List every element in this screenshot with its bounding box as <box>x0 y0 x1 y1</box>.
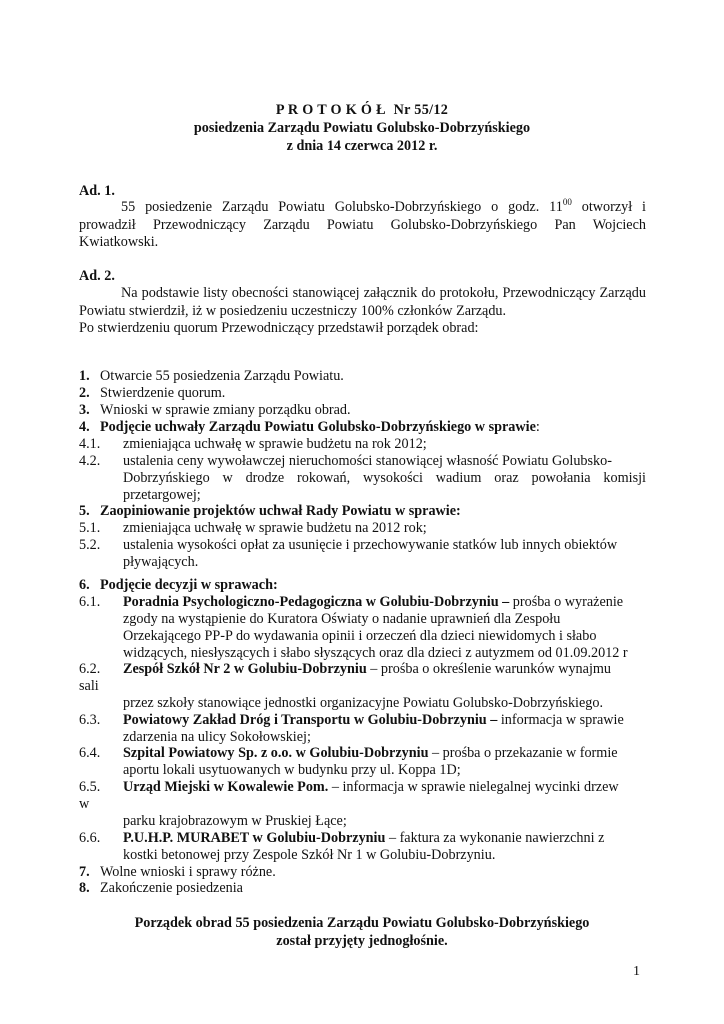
item-number: 6.1. <box>79 594 101 610</box>
item-text: Zakończenie posiedzenia <box>100 880 243 896</box>
item-org: Poradnia Psychologiczno-Pedagogiczna w Golubiu-Dobrzyniu – <box>123 594 510 610</box>
ad1-paragraph <box>79 199 646 252</box>
ad1-sup: 00 <box>562 197 572 207</box>
item-text: – prośba o przekazanie w formie <box>428 745 618 761</box>
item-number: 4.1. <box>79 436 101 452</box>
item-text: zmieniająca uchwałę w sprawie budżetu na rok 2012; <box>123 436 427 452</box>
ad1-text-before: 55 posiedzenie Zarządu Powiatu Golubsko-Dobrzyńskiego o godz. 11 <box>121 199 563 215</box>
item-text: informacja w sprawie <box>497 712 624 728</box>
agenda-item-6-2-wrap: sali <box>79 678 99 694</box>
item-text: – informacja w sprawie nielegalnej wycinki drzew <box>328 779 619 795</box>
item-text: Stwierdzenie quorum. <box>100 385 226 401</box>
agenda-item-3 <box>79 402 646 420</box>
agenda-item-6-6 <box>79 830 646 848</box>
item-text: zmieniająca uchwałę w sprawie budżetu na 2012 rok; <box>123 520 427 536</box>
agenda-item-4 <box>79 419 646 437</box>
agenda-item-6 <box>79 577 646 595</box>
agenda-item-4-1 <box>79 436 646 454</box>
item-org: P.U.H.P. MURABET w Golubiu-Dobrzyniu <box>123 830 386 846</box>
ad2-text2: Po stwierdzeniu quorum Przewodniczący przedstawił porządek obrad: <box>79 320 479 336</box>
agenda-item-6-2-cont: przez szkoły stanowiące jednostki organizacyjne Powiatu Golubsko-Dobrzyńskiego. <box>123 695 604 711</box>
item-number: 6.2. <box>79 661 101 677</box>
agenda-item-1 <box>79 368 646 386</box>
agenda-item-6-2 <box>79 661 646 679</box>
item-text: prośba o wyrażenie <box>509 594 624 610</box>
item-colon: : <box>535 419 540 435</box>
item-number: 6. <box>79 577 90 593</box>
agenda-item-4-2-cont2: przetargowej; <box>123 487 201 503</box>
agenda-item-6-4 <box>79 745 646 763</box>
protocol-subtitle: posiedzenia Zarządu Powiatu Golubsko-Dobrzyńskiego <box>193 120 531 136</box>
item-number: 5.2. <box>79 537 101 553</box>
ad2-text: Na podstawie listy obecności stanowiącej załącznik do protokołu, Przewodniczący Zarządu Powiatu stwierdził, iż w posiedzeniu uczestniczy 100% członków Zarządu. <box>79 285 646 319</box>
protocol-date: z dnia 14 czerwca 2012 r. <box>286 138 438 154</box>
item-org: Szpital Powiatowy Sp. z o.o. w Golubiu-Dobrzyniu <box>123 745 429 761</box>
agenda-item-5-2-cont: pływających. <box>123 554 199 570</box>
item-org: Urząd Miejski w Kowalewie Pom. <box>123 779 329 795</box>
agenda-item-6-5-wrap: w <box>79 796 90 812</box>
item-number: 5.1. <box>79 520 101 536</box>
agenda-item-6-6-cont: kostki betonowej przy Zespole Szkół Nr 1 w Golubiu-Dobrzyniu. <box>123 847 496 863</box>
agenda-item-5 <box>79 503 646 521</box>
agenda-item-5-2 <box>79 537 646 555</box>
agenda-item-6-1 <box>79 594 646 612</box>
agenda-item-4-2 <box>79 453 646 471</box>
agenda-item-6-5-cont: parku krajobrazowym w Pruskiej Łące; <box>123 813 347 829</box>
agenda-item-4-2-cont: Dobrzyńskiego w drodze rokowań, wysokości wadium oraz powołania komisji <box>123 470 646 486</box>
item-number: 6.6. <box>79 830 101 846</box>
item-number: 2. <box>79 385 90 401</box>
item-text: – faktura za wykonanie nawierzchni z <box>385 830 605 846</box>
ad1-text-after: otworzył i prowadził Przewodniczący Zarządu Powiatu Golubsko-Dobrzyńskiego Pan Wojciech Kwiatkowski. <box>79 199 646 251</box>
agenda-item-2 <box>79 385 646 403</box>
ad2-paragraph <box>79 285 646 320</box>
item-text: ustalenia wysokości opłat za usunięcie i przechowywanie statków lub innych obiektów <box>123 537 618 553</box>
item-org: Powiatowy Zakład Dróg i Transportu w Golubiu-Dobrzyniu – <box>123 712 498 728</box>
item-number: 7. <box>79 864 90 880</box>
agenda-item-6-3-cont: zdarzenia na ulicy Sokołowskiej; <box>123 729 311 745</box>
protocol-title: P R O T O K Ó Ł Nr 55/12 <box>275 102 449 118</box>
item-text: ustalenia ceny wywoławczej nieruchomości stanowiącej własność Powiatu Golubsko- <box>123 453 612 469</box>
conclusion-line-2: został przyjęty jednogłośnie. <box>276 933 448 949</box>
item-text: – prośba o określenie warunków wynajmu <box>366 661 612 677</box>
agenda-item-6-4-cont: aportu lokali usytuowanych w budynku przy ul. Koppa 1D; <box>123 762 461 778</box>
item-number: 6.5. <box>79 779 101 795</box>
item-number: 3. <box>79 402 90 418</box>
agenda-item-6-1-cont: zgody na wystąpienie do Kuratora Oświaty o nadanie uprawnień dla Zespołu <box>123 611 561 627</box>
page-number: 1 <box>633 964 640 979</box>
item-number: 5. <box>79 503 90 519</box>
conclusion-line-1: Porządek obrad 55 posiedzenia Zarządu Powiatu Golubsko-Dobrzyńskiego <box>134 915 590 931</box>
agenda-item-6-1-cont2: Orzekającego PP-P do wydawania opinii i orzeczeń dla dzieci niewidomych i słabo <box>123 628 597 644</box>
item-number: 4. <box>79 419 90 435</box>
item-text: Otwarcie 55 posiedzenia Zarządu Powiatu. <box>100 368 344 384</box>
item-text: Podjęcie decyzji w sprawach: <box>100 577 278 593</box>
ad2-label: Ad. 2. <box>79 268 115 284</box>
agenda-item-8 <box>79 880 646 898</box>
agenda-item-5-1 <box>79 520 646 538</box>
item-number: 6.3. <box>79 712 101 728</box>
item-text: Wolne wnioski i sprawy różne. <box>100 864 276 880</box>
item-org: Zespół Szkół Nr 2 w Golubiu-Dobrzyniu <box>123 661 367 677</box>
ad1-label: Ad. 1. <box>79 183 115 199</box>
item-number: 4.2. <box>79 453 101 469</box>
item-text: Wnioski w sprawie zmiany porządku obrad. <box>100 402 351 418</box>
item-text: Podjęcie uchwały Zarządu Powiatu Golubsko-Dobrzyńskiego w sprawie <box>100 419 536 435</box>
agenda-item-6-1-cont3: widzących, niesłyszących i słabo słyszących oraz dla dzieci z autyzmem od 01.09.2012 r <box>123 645 628 661</box>
agenda-item-7 <box>79 864 646 882</box>
item-number: 6.4. <box>79 745 101 761</box>
agenda-item-6-5 <box>79 779 646 797</box>
agenda-item-6-3 <box>79 712 646 730</box>
item-text: Zaopiniowanie projektów uchwał Rady Powiatu w sprawie: <box>100 503 461 519</box>
item-number: 1. <box>79 368 90 384</box>
item-number: 8. <box>79 880 90 896</box>
